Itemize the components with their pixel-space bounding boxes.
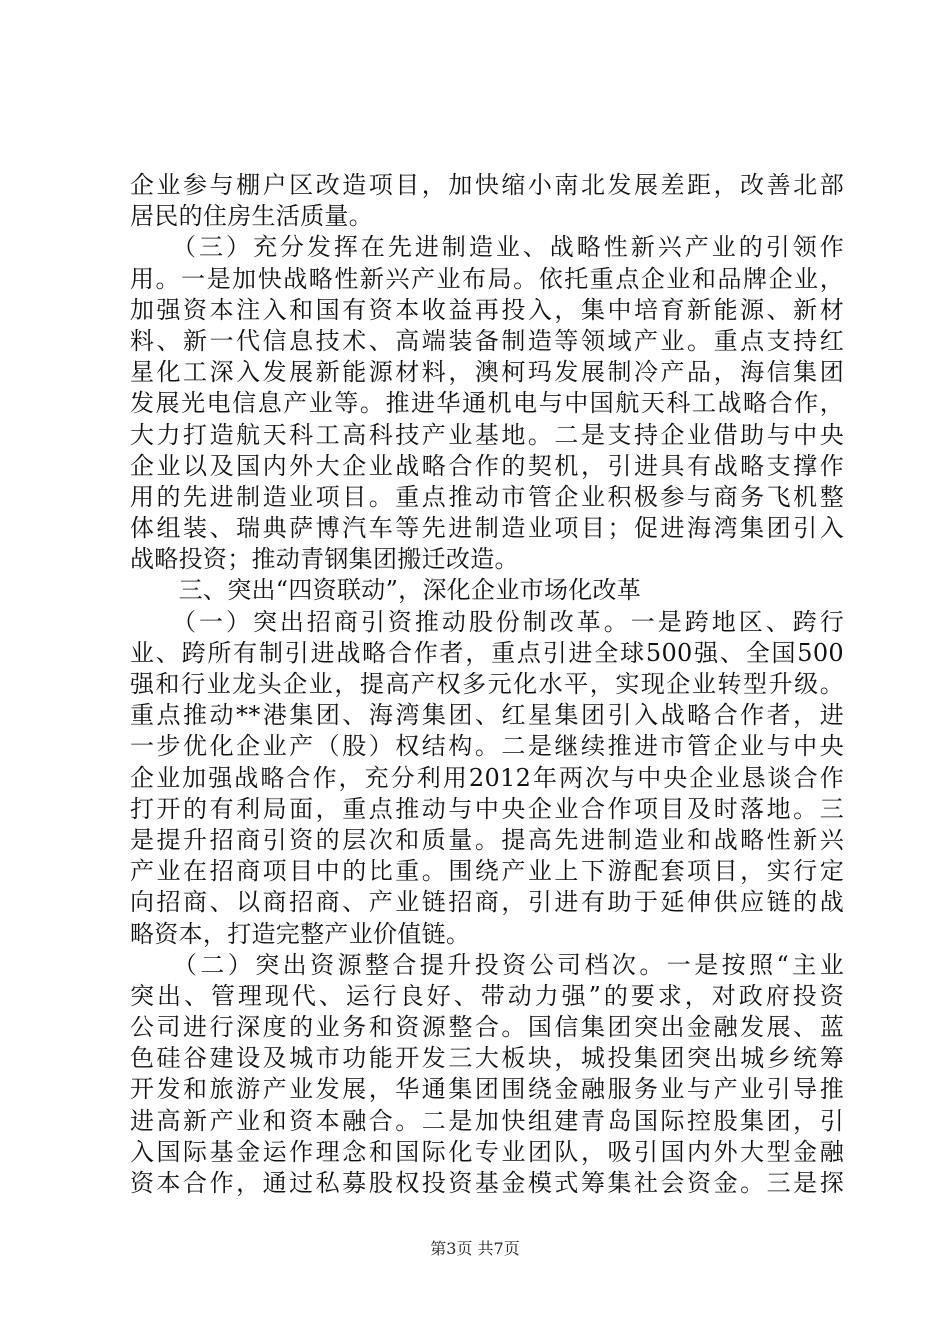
- text-line: 业、跨所有制引进战略合作者，重点引进全球500强、全国500: [130, 638, 844, 667]
- text-line: 用。一是加快战略性新兴产业布局。依托重点企业和品牌企业，: [130, 264, 844, 293]
- text-line: 企业以及国内外大企业战略合作的契机，引进具有战略支撑作: [130, 451, 844, 480]
- text-line: （二）突出资源整合提升投资公司档次。一是按照“主业: [130, 950, 844, 979]
- text-line: 三、突出“四资联动”，深化企业市场化改革: [130, 576, 642, 605]
- text-line: 入国际基金运作理念和国际化专业团队，吸引国内外大型金融: [130, 1137, 844, 1166]
- text-line: 料、新一代信息技术、高端装备制造等领域产业。重点支持红: [130, 326, 844, 355]
- text-line: 发展光电信息产业等。推进华通机电与中国航天科工战略合作，: [130, 389, 844, 418]
- text-line: 是提升招商引资的层次和质量。提高先进制造业和战略性新兴: [130, 825, 844, 854]
- text-line: 战略投资；推动青钢集团搬迁改造。: [130, 545, 519, 574]
- text-line: 居民的住房生活质量。: [130, 202, 373, 231]
- text-line: 打开的有利局面，重点推动与中央企业合作项目及时落地。三: [130, 794, 844, 823]
- text-line: 资本合作，通过私募股权投资基金模式筹集社会资金。三是探: [130, 1169, 844, 1197]
- text-line: （一）突出招商引资推动股份制改革。一是跨地区、跨行: [130, 607, 844, 636]
- text-line: 企业参与棚户区改造项目，加快缩小南北发展差距，改善北部: [130, 171, 844, 199]
- text-line: （三）充分发挥在先进制造业、战略性新兴产业的引领作: [130, 233, 844, 262]
- text-line: 强和行业龙头企业，提高产权多元化水平，实现企业转型升级。: [130, 670, 844, 698]
- text-line: 进高新产业和资本融合。二是加快组建青岛国际控股集团，引: [130, 1106, 844, 1135]
- text-line: 一步优化企业产（股）权结构。二是继续推进市管企业与中央: [130, 732, 844, 761]
- text-line: 企业加强战略合作，充分利用2012年两次与中央企业恳谈合作: [130, 763, 844, 792]
- text-line: 大力打造航天科工高科技产业基地。二是支持企业借助与中央: [130, 420, 844, 449]
- text-line: 略资本，打造完整产业价值链。: [130, 919, 471, 948]
- text-line: 加强资本注入和国有资本收益再投入，集中培育新能源、新材: [130, 295, 844, 324]
- text-line: 公司进行深度的业务和资源整合。国信集团突出金融发展、蓝: [130, 1013, 844, 1042]
- text-line: 重点推动**港集团、海湾集团、红星集团引入战略合作者，进: [130, 701, 844, 730]
- text-line: 突出、管理现代、运行良好、带动力强”的要求，对政府投资: [130, 981, 844, 1010]
- page-footer: 第3页 共7页: [430, 1239, 520, 1258]
- text-line: 向招商、以商招商、产业链招商，引进有助于延伸供应链的战: [130, 888, 844, 917]
- body-text: [130, 170, 844, 1199]
- text-line: 星化工深入发展新能源材料，澳柯玛发展制冷产品，海信集团: [130, 358, 844, 387]
- text-line: 体组装、瑞典萨博汽车等先进制造业项目；促进海湾集团引入: [130, 514, 844, 543]
- text-line: 用的先进制造业项目。重点推动市管企业积极参与商务飞机整: [130, 482, 844, 511]
- text-line: 产业在招商项目中的比重。围绕产业上下游配套项目，实行定: [130, 857, 844, 886]
- text-line: 开发和旅游产业发展，华通集团围绕金融服务业与产业引导推: [130, 1075, 844, 1104]
- text-line: 色硅谷建设及城市功能开发三大板块，城投集团突出城乡统筹: [130, 1044, 844, 1073]
